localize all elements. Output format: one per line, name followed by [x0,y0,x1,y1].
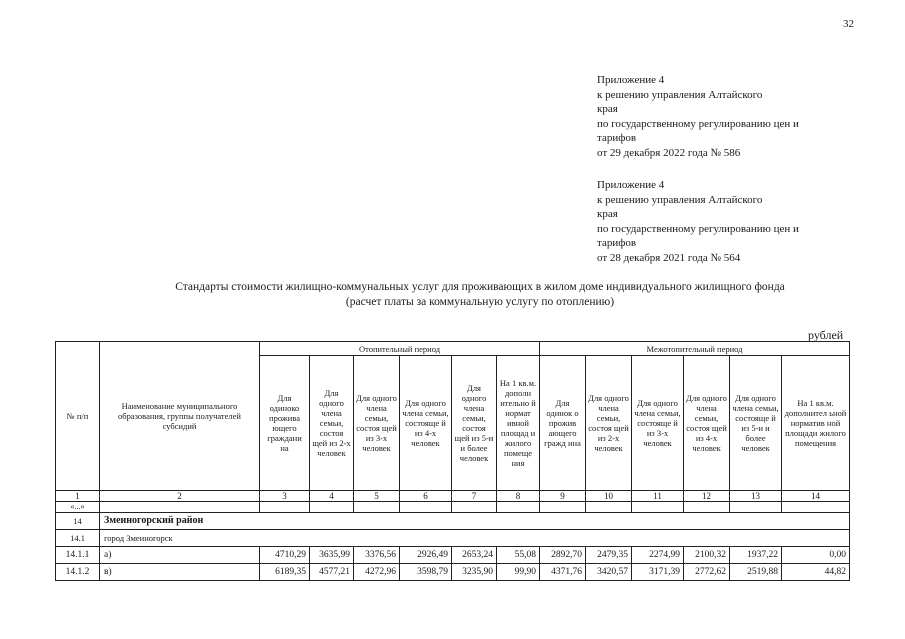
value-cell: 2274,99 [632,547,684,564]
empty-cell [586,502,632,513]
value-cell: 2100,32 [684,547,730,564]
value-cell: 2892,70 [540,547,586,564]
table-row [56,547,850,564]
value-cell: 6189,35 [260,564,310,581]
column-number: 7 [452,491,497,502]
header-interheating-col: Для одного члена семьи, состоя щей из 4-х человек [684,356,730,491]
tariff-standards-table [55,341,850,581]
appendix-line: по государственному регулированию цен и [597,222,799,235]
column-number: 6 [400,491,452,502]
header-interheating-col: Для одного члена семьи, состояще й из 3-х человек [632,356,684,491]
value-cell: 3420,57 [586,564,632,581]
value-cell: 3171,39 [632,564,684,581]
value-cell: 99,90 [497,564,540,581]
appendix-header-current [597,73,799,160]
header-interheating-col: Для одного члена семьи, состояще й из 5-и и более человек [730,356,782,491]
empty-cell [497,502,540,513]
appendix-line: от 29 декабря 2022 года № 586 [597,146,741,159]
document-title-line-2: (расчет платы за коммунальную услугу по отоплению) [345,296,615,308]
row-no: 14.1.1 [56,547,100,564]
row-name: а) [100,547,260,564]
empty-cell [684,502,730,513]
value-cell: 1937,22 [730,547,782,564]
column-number: 13 [730,491,782,502]
table-row [56,564,850,581]
column-number: 12 [684,491,730,502]
district-name: Змеиногорский район [100,513,850,530]
row-name: в) [100,564,260,581]
column-number: 14 [782,491,850,502]
value-cell: 2519,88 [730,564,782,581]
value-cell: 55,08 [497,547,540,564]
value-cell: 3598,79 [400,564,452,581]
header-heating-col: Для одного члена семьи, состояще й из 4-х человек [400,356,452,491]
value-cell: 4371,76 [540,564,586,581]
value-cell: 3635,99 [310,547,354,564]
header-heating-col: Для одиноко прожива ющего граждани на [260,356,310,491]
subgroup-no: 14.1 [56,530,100,547]
empty-cell [400,502,452,513]
ellipsis-cell: «...» [56,502,100,513]
value-cell: 3235,90 [452,564,497,581]
table-row-subgroup [56,530,850,547]
district-no: 14 [56,513,100,530]
column-number: 8 [497,491,540,502]
header-name: Наименование муниципального образования, группы получателей субсидий [100,342,260,491]
value-cell: 0,00 [782,547,850,564]
header-interheating-period: Межотопительный период [540,342,850,356]
value-cell: 2772,62 [684,564,730,581]
unit-label: рублей [808,328,844,342]
header-heating-col: На 1 кв.м. дополн ительно й нормат ивной площад и жилого помеще ния [497,356,540,491]
document-title [50,280,905,310]
appendix-line: края [597,103,618,115]
column-number: 11 [632,491,684,502]
column-number: 5 [354,491,400,502]
header-heating-col: Для одного члена семьи, состоя щей из 2-х человек [310,356,354,491]
empty-cell [310,502,354,513]
empty-cell [730,502,782,513]
empty-cell [540,502,586,513]
appendix-line: тарифов [597,132,637,144]
value-cell: 4272,96 [354,564,400,581]
table-row-district [56,513,850,530]
value-cell: 3376,56 [354,547,400,564]
header-interheating-col: Для одного члена семьи, состоя щей из 2-х человек [586,356,632,491]
row-no: 14.1.2 [56,564,100,581]
value-cell: 2479,35 [586,547,632,564]
appendix-line: от 28 декабря 2021 года № 564 [597,251,741,264]
appendix-line: по государственному регулированию цен и [597,117,799,130]
header-heating-period: Отопительный период [260,342,540,356]
appendix-line: края [597,208,618,220]
header-heating-col: Для одного члена семьи, состоя щей из 3-х человек [354,356,400,491]
value-cell: 44,82 [782,564,850,581]
appendix-line: к решению управления Алтайского [597,88,763,101]
appendix-line: Приложение 4 [597,74,665,86]
document-title-line-1: Стандарты стоимости жилищно-коммунальных услуг для проживающих в жилом доме индивидуального жилищного фонда [175,281,785,293]
appendix-line: Приложение 4 [597,179,665,191]
appendix-line: к решению управления Алтайского [597,193,763,206]
empty-cell [452,502,497,513]
value-cell: 2926,49 [400,547,452,564]
value-cell: 2653,24 [452,547,497,564]
column-number: 9 [540,491,586,502]
empty-cell [100,502,260,513]
page-number: 32 [843,18,854,30]
column-number: 2 [100,491,260,502]
header-interheating-col: На 1 кв.м. дополнител ьной норматив ной площади жилого помещения [782,356,850,491]
header-interheating-col: Для одинок о прожив ающего гражд ина [540,356,586,491]
header-no: № п/п [56,342,100,491]
header-heating-col: Для одного члена семьи, состоя щей из 5-и и более человек [452,356,497,491]
empty-cell [260,502,310,513]
appendix-header-previous [597,178,799,265]
appendix-line: тарифов [597,237,637,249]
column-number: 10 [586,491,632,502]
column-number: 3 [260,491,310,502]
value-cell: 4710,29 [260,547,310,564]
column-number: 4 [310,491,354,502]
empty-cell [354,502,400,513]
empty-cell [632,502,684,513]
value-cell: 4577,21 [310,564,354,581]
empty-cell [782,502,850,513]
subgroup-name: город Змеиногорск [100,530,850,547]
column-number: 1 [56,491,100,502]
